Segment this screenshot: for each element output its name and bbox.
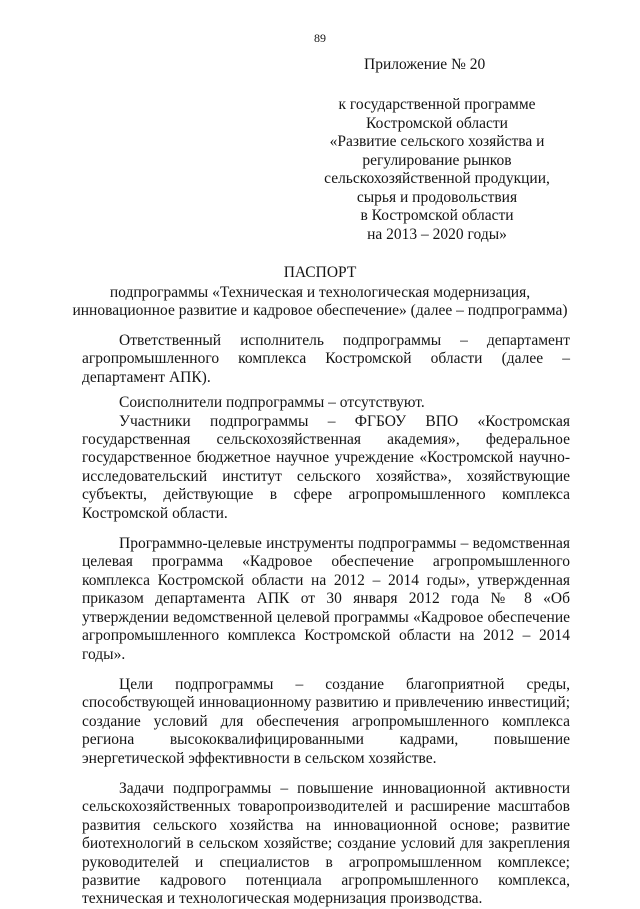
appendix-reference-line: сельскохозяйственной продукции, — [324, 170, 550, 187]
appendix-reference-line: в Костромской области — [360, 207, 514, 224]
subtitle-line: инновационное развитие и кадровое обеспечение» (далее – подпрограмма) — [72, 302, 568, 319]
document-subtitle — [0, 284, 640, 320]
appendix-reference-line: на 2013 – 2020 годы» — [367, 225, 507, 243]
document-body — [82, 332, 570, 909]
paragraph-target-instruments: Программно-целевые инструменты подпрограммы – ведомственная целевая программа «Кадровое обеспечение агропромышленного комплекса Костромской области на 2012 – 2014 годы», утвержденная приказом департамента АПК от 30 января 2012 года № 8 «Об утверждении ведомственной целевой программы «Кадровое обеспечение агропромышленного комплекса Костромской области на 2012 – 2014 годы». — [82, 535, 570, 663]
paragraph-participants: Участники подпрограммы – ФГБОУ ВПО «Костромская государственная сельскохозяйственная академия», федеральное государственное бюджетное научное учреждение «Костромской научно-исследовательский институт сельского хозяйства», хозяйствующие субъекты, действующие в сфере агропромышленного комплекса Костромской области. — [82, 412, 570, 522]
paragraph-responsible-executor: Ответственный исполнитель подпрограммы – департамент агропромышленного комплекса Костромской области (далее – департамент АПК). — [82, 332, 570, 386]
appendix-number: Приложение № 20 — [364, 56, 486, 73]
appendix-reference-line: к государственной программе — [338, 96, 536, 113]
paragraph-co-executors: Соисполнители подпрограммы – отсутствуют. — [119, 394, 425, 412]
page-number: 89 — [314, 31, 326, 45]
appendix-reference — [316, 96, 558, 244]
document-title: ПАСПОРТ — [283, 264, 357, 281]
appendix-reference-line: «Развитие сельского хозяйства и — [329, 133, 545, 150]
paragraph-goals: Цели подпрограммы – создание благоприятной среды, способствующей инновационному развитию и привлечению инвестиций; создание условий для обеспечения агропромышленного комплекса региона высококвалифицированными кадрами, повышение энергетической эффективности в сельском хозяйстве. — [82, 675, 570, 767]
appendix-reference-line: Костромской области — [366, 114, 508, 132]
paragraph-tasks: Задачи подпрограммы – повышение инновационной активности сельскохозяйственных товаропроизводителей и расширение масштабов развития сельского хозяйства на инновационной основе; развитие биотехнологий в сельском хозяйстве; создание условий для закрепления руководителей и специалистов в агропромышленном комплексе; развитие кадрового потенциала агропромышленного комплекса, техническая и технологическая модернизация производства. — [82, 779, 570, 908]
subtitle-line: подпрограммы «Техническая и технологическая модернизация, — [109, 284, 531, 301]
appendix-reference-line: регулирование рынков — [362, 151, 512, 169]
appendix-reference-line: сырья и продовольствия — [356, 188, 518, 206]
